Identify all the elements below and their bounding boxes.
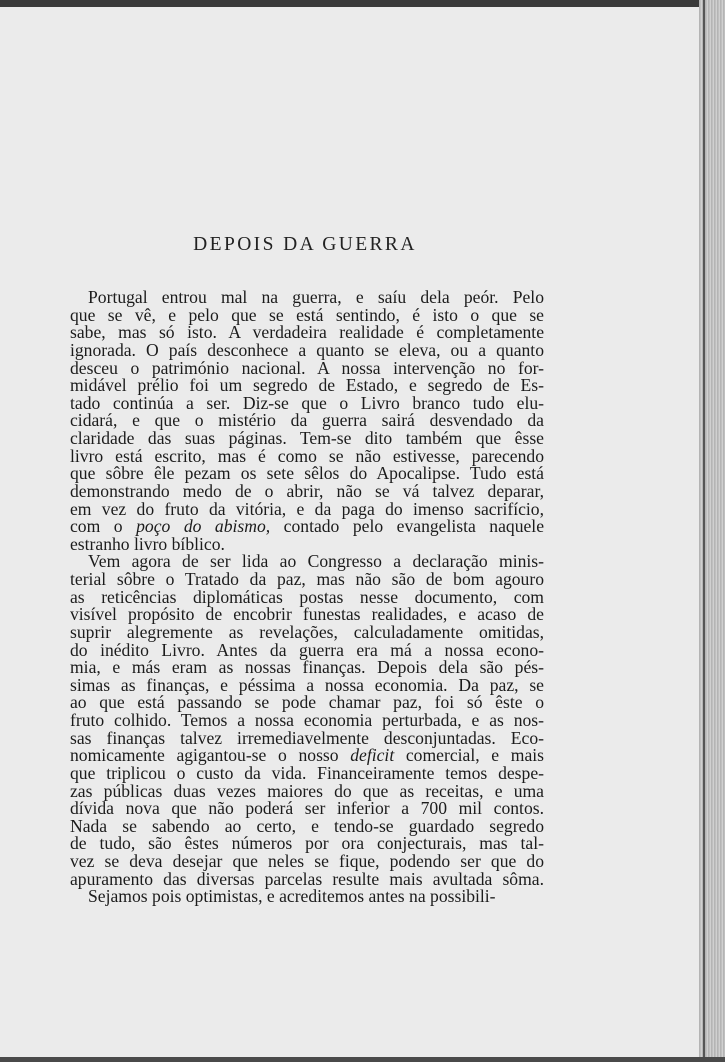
text-line: visível propósito de encobrir funestas realidades, e acaso de [70, 604, 544, 625]
text-line: midável prélio foi um segredo de Estado, e segredo de Es- [70, 375, 544, 396]
text-line: terial sôbre o Tratado da paz, mas não são de bom agouro [70, 569, 544, 589]
text-line: sabe, mas só isto. A verdadeira realidade é completamente [70, 322, 544, 343]
text-line: tado continúa a ser. Diz-se que o Livro branco tudo elu- [70, 392, 544, 413]
text-line: do inédito Livro. Antes da guerra era má a nossa econo- [70, 639, 544, 660]
text-run: comercial, e mais [394, 745, 545, 766]
text-line: Portugal entrou mal na guerra, e saíu dela peór. Pelo [88, 287, 544, 307]
book-edge-shadow [703, 0, 705, 1062]
text-line: livro está escrito, mas é como se não estivesse, parecendo [70, 445, 544, 466]
text-line: claridade das suas páginas. Tem-se dito também que êsse [70, 428, 544, 448]
emphasis-text: poço do abismo, [136, 516, 271, 537]
text-line: suprir alegremente as revelações, calculadamente omitidas, [70, 621, 544, 642]
text-line: apuramento das diversas parcelas resulte mais avultada sôma. [70, 868, 544, 889]
text-line: cidará, e que o mistério da guerra sairá desvendado da [70, 410, 544, 431]
text-line: simas as finanças, e péssima a nossa economia. Da paz, se [70, 674, 544, 695]
chapter-heading: DEPOIS DA GUERRA [193, 234, 417, 255]
text-line: dívida nova que não poderá ser inferior a 700 mil contos. [70, 798, 544, 819]
text-line: Sejamos pois optimistas, e acreditemos antes na possibili- [88, 886, 496, 907]
text-line: vez se deva desejar que neles se fique, podendo ser que do [70, 851, 544, 871]
text-line: em vez do fruto da vitória, e da paga do imenso sacrifício, [70, 498, 544, 519]
page-bottom-edge [0, 1057, 725, 1062]
emphasis-text: deficit [350, 745, 395, 766]
text-line: sas finanças talvez irremediavelmente desconjuntadas. Eco- [70, 727, 544, 748]
text-line: ignorada. O país desconhece a quanto se eleva, ou a quanto [70, 339, 544, 360]
text-line: que se vê, e pelo que se está sentindo, é isto o que se [70, 304, 544, 325]
text-line: zas públicas duas vezes maiores do que as receitas, e uma [70, 780, 544, 801]
page-top-edge [0, 0, 725, 7]
text-line: fruto colhido. Temos a nossa economia perturbada, e as nos- [70, 710, 544, 730]
text-line: demonstrando medo de o abrir, não se vá talvez deparar, [70, 480, 544, 501]
text-run: nomicamente agigantou-se o nosso [70, 745, 351, 766]
text-run: com o [70, 516, 137, 537]
text-run: contado pelo evangelista naquele [270, 516, 545, 537]
text-line: ao que está passando se pode chamar paz, foi só êste o [70, 692, 544, 713]
text-line: mia, e más eram as nossas finanças. Depois dela são pés- [70, 657, 544, 678]
text-line: Vem agora de ser lida ao Congresso a declaração minis- [88, 551, 544, 572]
text-line: que triplicou o custo da vida. Financeiramente temos despe- [70, 762, 544, 783]
text-line: de tudo, são êstes números por ora conjecturais, mas tal- [70, 833, 544, 854]
text-line: estranho livro bíblico. [70, 533, 225, 554]
text-line: as reticências diplomáticas postas nesse documento, com [70, 586, 544, 607]
text-line: desceu o património nacional. A nossa intervenção no for- [70, 357, 544, 378]
text-line: Nada se sabendo ao certo, e tendo-se guardado segredo [70, 815, 544, 836]
text-line: que sôbre êle pezam os sete sêlos do Apocalipse. Tudo está [70, 463, 544, 484]
body-text [70, 289, 544, 906]
